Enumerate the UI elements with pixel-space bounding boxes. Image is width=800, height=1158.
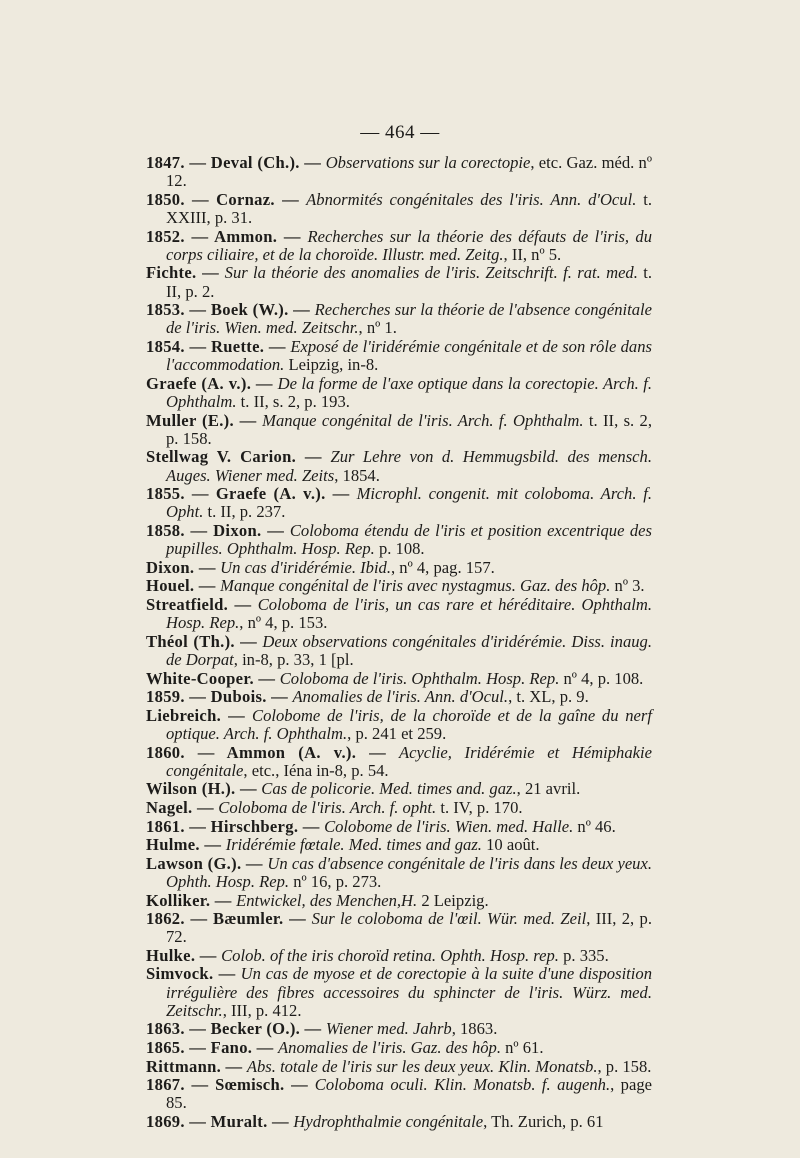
entry-author: 1865. — Fano. — (146, 1038, 279, 1058)
bibliography-entry (146, 670, 652, 688)
entry-author: Liebreich. — (146, 705, 252, 725)
entry-details: t. II, p. 2. (166, 263, 652, 301)
bibliography-entry (146, 375, 652, 411)
entry-title: Iridérémie fœtale. Med. times and gaz. (225, 835, 482, 855)
entry-author: White-Cooper. — (146, 668, 280, 688)
entry-author: Simvock. — (146, 964, 241, 984)
bibliography-entry (146, 910, 652, 946)
bibliography-entry (146, 633, 652, 669)
bibliography-entry (146, 744, 652, 780)
entry-author: Théol (Th.). — (146, 631, 263, 651)
entry-title: Wiener med. Jahrb (325, 1019, 452, 1039)
bibliography-entry (146, 1076, 652, 1112)
bibliography-entry (146, 707, 652, 743)
entry-title: Hydrophthalmie congénitale (293, 1112, 484, 1132)
entry-title: Coloboma de l'iris. Arch. f. opht. (218, 797, 437, 817)
entry-author: Fichte. — (146, 263, 225, 283)
entry-author: Lawson (G.). — (146, 853, 268, 873)
entry-details: , p. 241 et 259. (347, 723, 447, 743)
entry-details: nº 3. (610, 576, 645, 596)
entry-title: Colobome de l'iris, de la choroïde et de la gaîne du nerf optique. Arch. f. Ophthalm. (166, 705, 652, 743)
entry-details: , II, nº 5. (503, 244, 562, 264)
entry-details: , III, 2, p. 72. (166, 909, 652, 947)
entry-details: t. IV, p. 170. (436, 797, 523, 817)
entry-title: Coloboma oculi. Klin. Monatsb. f. augenh. (314, 1075, 611, 1095)
entry-details: , III, p. 412. (222, 1000, 302, 1020)
bibliography-entry (146, 1113, 652, 1131)
entry-author: 1859. — Dubois. — (146, 687, 293, 707)
entry-details: nº 61. (500, 1038, 544, 1058)
entry-author: Kolliker. — (146, 890, 237, 910)
bibliography-entry (146, 1058, 652, 1076)
entry-details: t. II, p. 237. (203, 502, 286, 522)
bibliography-entry (146, 688, 652, 706)
entry-title: Un cas de myose et de corectopie à la suite d'une disposition irrégulière des fibres accessoires du sphincter de l'iris. Würz. med. Zeitschr. (166, 964, 652, 1020)
entry-details: , t. XL, p. 9. (508, 687, 589, 707)
entry-title: Anomalies de l'iris. Gaz. des hôp. (278, 1038, 501, 1058)
bibliography-entry (146, 836, 652, 854)
entry-title: Abnormités congénitales des l'iris. Ann. d'Ocul. (306, 189, 637, 209)
entry-author: 1861. — Hirschberg. — (146, 816, 325, 836)
entry-title: Recherches sur la théorie de l'absence congénitale de l'iris. Wien. med. Zeitschr. (166, 300, 652, 338)
entry-author: Muller (E.). — (146, 410, 263, 430)
entry-details: t. II, s. 2, p. 158. (166, 410, 652, 448)
entry-title: Coloboma de l'iris. Ophthalm. Hosp. Rep. (279, 668, 560, 688)
bibliography-entry (146, 577, 652, 595)
entry-details: nº 46. (573, 816, 616, 836)
bibliography-entry (146, 596, 652, 632)
entry-title: Exposé de l'iridérémie congénitale et de son rôle dans l'accommodation. (166, 336, 652, 375)
bibliography-entry (146, 799, 652, 817)
bibliography-entry (146, 892, 652, 910)
entry-details: , Th. Zurich, p. 61 (483, 1112, 604, 1132)
bibliography-entry (146, 191, 652, 227)
bibliography-entry (146, 818, 652, 836)
entry-title: De la forme de l'axe optique dans la corectopie. Arch. f. Ophthalm. (166, 373, 653, 411)
entry-author: Streatfield. — (146, 594, 258, 614)
entry-details: , 21 avril. (516, 779, 581, 799)
entry-title: Entwickel, des Menchen,H. (236, 890, 418, 910)
bibliography-entry (146, 485, 652, 521)
entry-details: , 1863. (451, 1019, 498, 1039)
bibliography-entry (146, 947, 652, 965)
bibliography-entry (146, 559, 652, 577)
entry-details: , in-8, p. 33, 1 [pl. (233, 649, 354, 669)
entry-author: 1855. — Graefe (A. v.). — (146, 484, 357, 504)
entry-title: Colobome de l'iris. Wien. med. Halle. (324, 816, 574, 836)
bibliography-entry (146, 855, 652, 891)
entry-author: 1862. — Bæumler. — (146, 909, 312, 929)
entry-title: Manque congénital de l'iris avec nystagmus. Gaz. des hôp. (220, 576, 611, 596)
entry-author: 1863. — Becker (O.). — (146, 1019, 326, 1039)
entry-author: Nagel. — (146, 797, 219, 817)
entry-title: Sur le coloboma de l'œil. Wür. med. Zeil (311, 909, 587, 929)
entry-title: Recherches sur la théorie des défauts de l'iris, du corps ciliaire, et de la choroïde. Illustr. med. Zeitg. (166, 226, 652, 264)
entry-author: Hulke. — (146, 945, 222, 965)
entry-details: p. 108. (374, 539, 425, 559)
entry-details: , nº 4, p. 153. (239, 613, 328, 633)
entry-details: , etc. Gaz. méd. nº 12. (166, 153, 652, 191)
entry-details: , nº 4, pag. 157. (391, 557, 495, 577)
bibliography-entry (146, 338, 652, 374)
entry-details: 10 août. (481, 835, 540, 855)
entry-title: Un cas d'absence congénitale de l'iris dans les deux yeux. Ophth. Hosp. Rep. (166, 853, 652, 891)
entry-title: Manque congénital de l'iris. Arch. f. Ophthalm. (262, 410, 584, 430)
entry-author: 1869. — Muralt. — (146, 1112, 294, 1132)
entry-author: 1858. — Dixon. — (146, 520, 290, 540)
entry-title: Anomalies de l'iris. Ann. d'Ocul. (292, 687, 509, 707)
entry-details: t. II, s. 2, p. 193. (236, 391, 350, 411)
bibliography-entry (146, 780, 652, 798)
entry-author: 1852. — Ammon. — (146, 226, 308, 246)
bibliography-entry (146, 412, 652, 448)
entry-details: 2 Leipzig. (417, 890, 489, 910)
entry-title: Colob. of the iris choroïd retina. Ophth. Hosp. rep. (221, 945, 559, 965)
bibliography-entry (146, 965, 652, 1020)
entry-details: , nº 1. (358, 318, 397, 338)
bibliography-entry (146, 522, 652, 558)
entry-title: Cas de policorie. Med. times and. gaz. (261, 779, 517, 799)
entry-author: Wilson (H.). — (146, 779, 262, 799)
entry-title: Coloboma étendu de l'iris et position excentrique des pupilles. Ophthalm. Hosp. Rep. (166, 520, 652, 559)
entry-title: Un cas d'iridérémie. Ibid. (220, 557, 391, 577)
entry-title: Coloboma de l'iris, un cas rare et héréditaire. Ophthalm. Hosp. Rep. (166, 594, 652, 633)
entry-details: , 1854. (334, 465, 380, 485)
entry-author: Rittmann. — (146, 1056, 247, 1076)
entry-author: 1847. — Deval (Ch.). — (146, 153, 326, 172)
entry-details: , etc., Iéna in-8, p. 54. (243, 760, 389, 780)
bibliography-entry (146, 1039, 652, 1057)
entry-details: nº 4, p. 108. (559, 668, 644, 688)
entry-title: Sur la théorie des anomalies de l'iris. Zeitschrift. f. rat. med. (224, 263, 638, 283)
entry-title: Zur Lehre von d. Hemmugsbild. des mensch. Auges. Wiener med. Zeits (166, 447, 652, 485)
page-number: — 464 — (360, 122, 440, 143)
entry-author: Dixon. — (146, 557, 221, 577)
entry-details: p. 335. (558, 945, 609, 965)
bibliography-list (146, 154, 652, 1132)
entry-details: t. XXIII, p. 31. (166, 189, 653, 227)
entry-author: Houel. — (146, 576, 221, 596)
entry-author: Hulme. — (146, 835, 226, 855)
entry-details: , page 85. (166, 1075, 653, 1113)
bibliography-entry (146, 1020, 652, 1038)
entry-title: Acyclie, Iridérémie et Hémiphakie congénitale (166, 742, 652, 780)
entry-details: , p. 158. (597, 1056, 652, 1076)
entry-author: 1860. — Ammon (A. v.). — (146, 742, 399, 762)
entry-author: 1850. — Cornaz. — (146, 189, 307, 209)
bibliography-entry (146, 154, 652, 190)
entry-title: Microphl. congenit. mit coloboma. Arch. f. Opht. (166, 484, 652, 522)
bibliography-entry (146, 448, 652, 484)
entry-title: Abs. totale de l'iris sur les deux yeux. Klin. Monatsb. (246, 1056, 598, 1076)
entry-author: 1853. — Boek (W.). — (146, 300, 315, 320)
bibliography-entry (146, 301, 652, 337)
entry-title: Observations sur la corectopie (325, 153, 531, 172)
entry-author: 1854. — Ruette. — (146, 336, 291, 356)
entry-author: Graefe (A. v.). — (146, 373, 278, 393)
bibliography-entry (146, 264, 652, 300)
entry-details: nº 16, p. 273. (289, 871, 382, 891)
entry-title: Deux observations congénitales d'iridérémie. Diss. inaug. de Dorpat (166, 631, 652, 669)
bibliography-entry (146, 228, 652, 264)
entry-author: Stellwag V. Carion. — (146, 447, 331, 467)
entry-author: 1867. — Sœmisch. — (146, 1075, 315, 1095)
entry-details: Leipzig, in-8. (284, 355, 379, 375)
